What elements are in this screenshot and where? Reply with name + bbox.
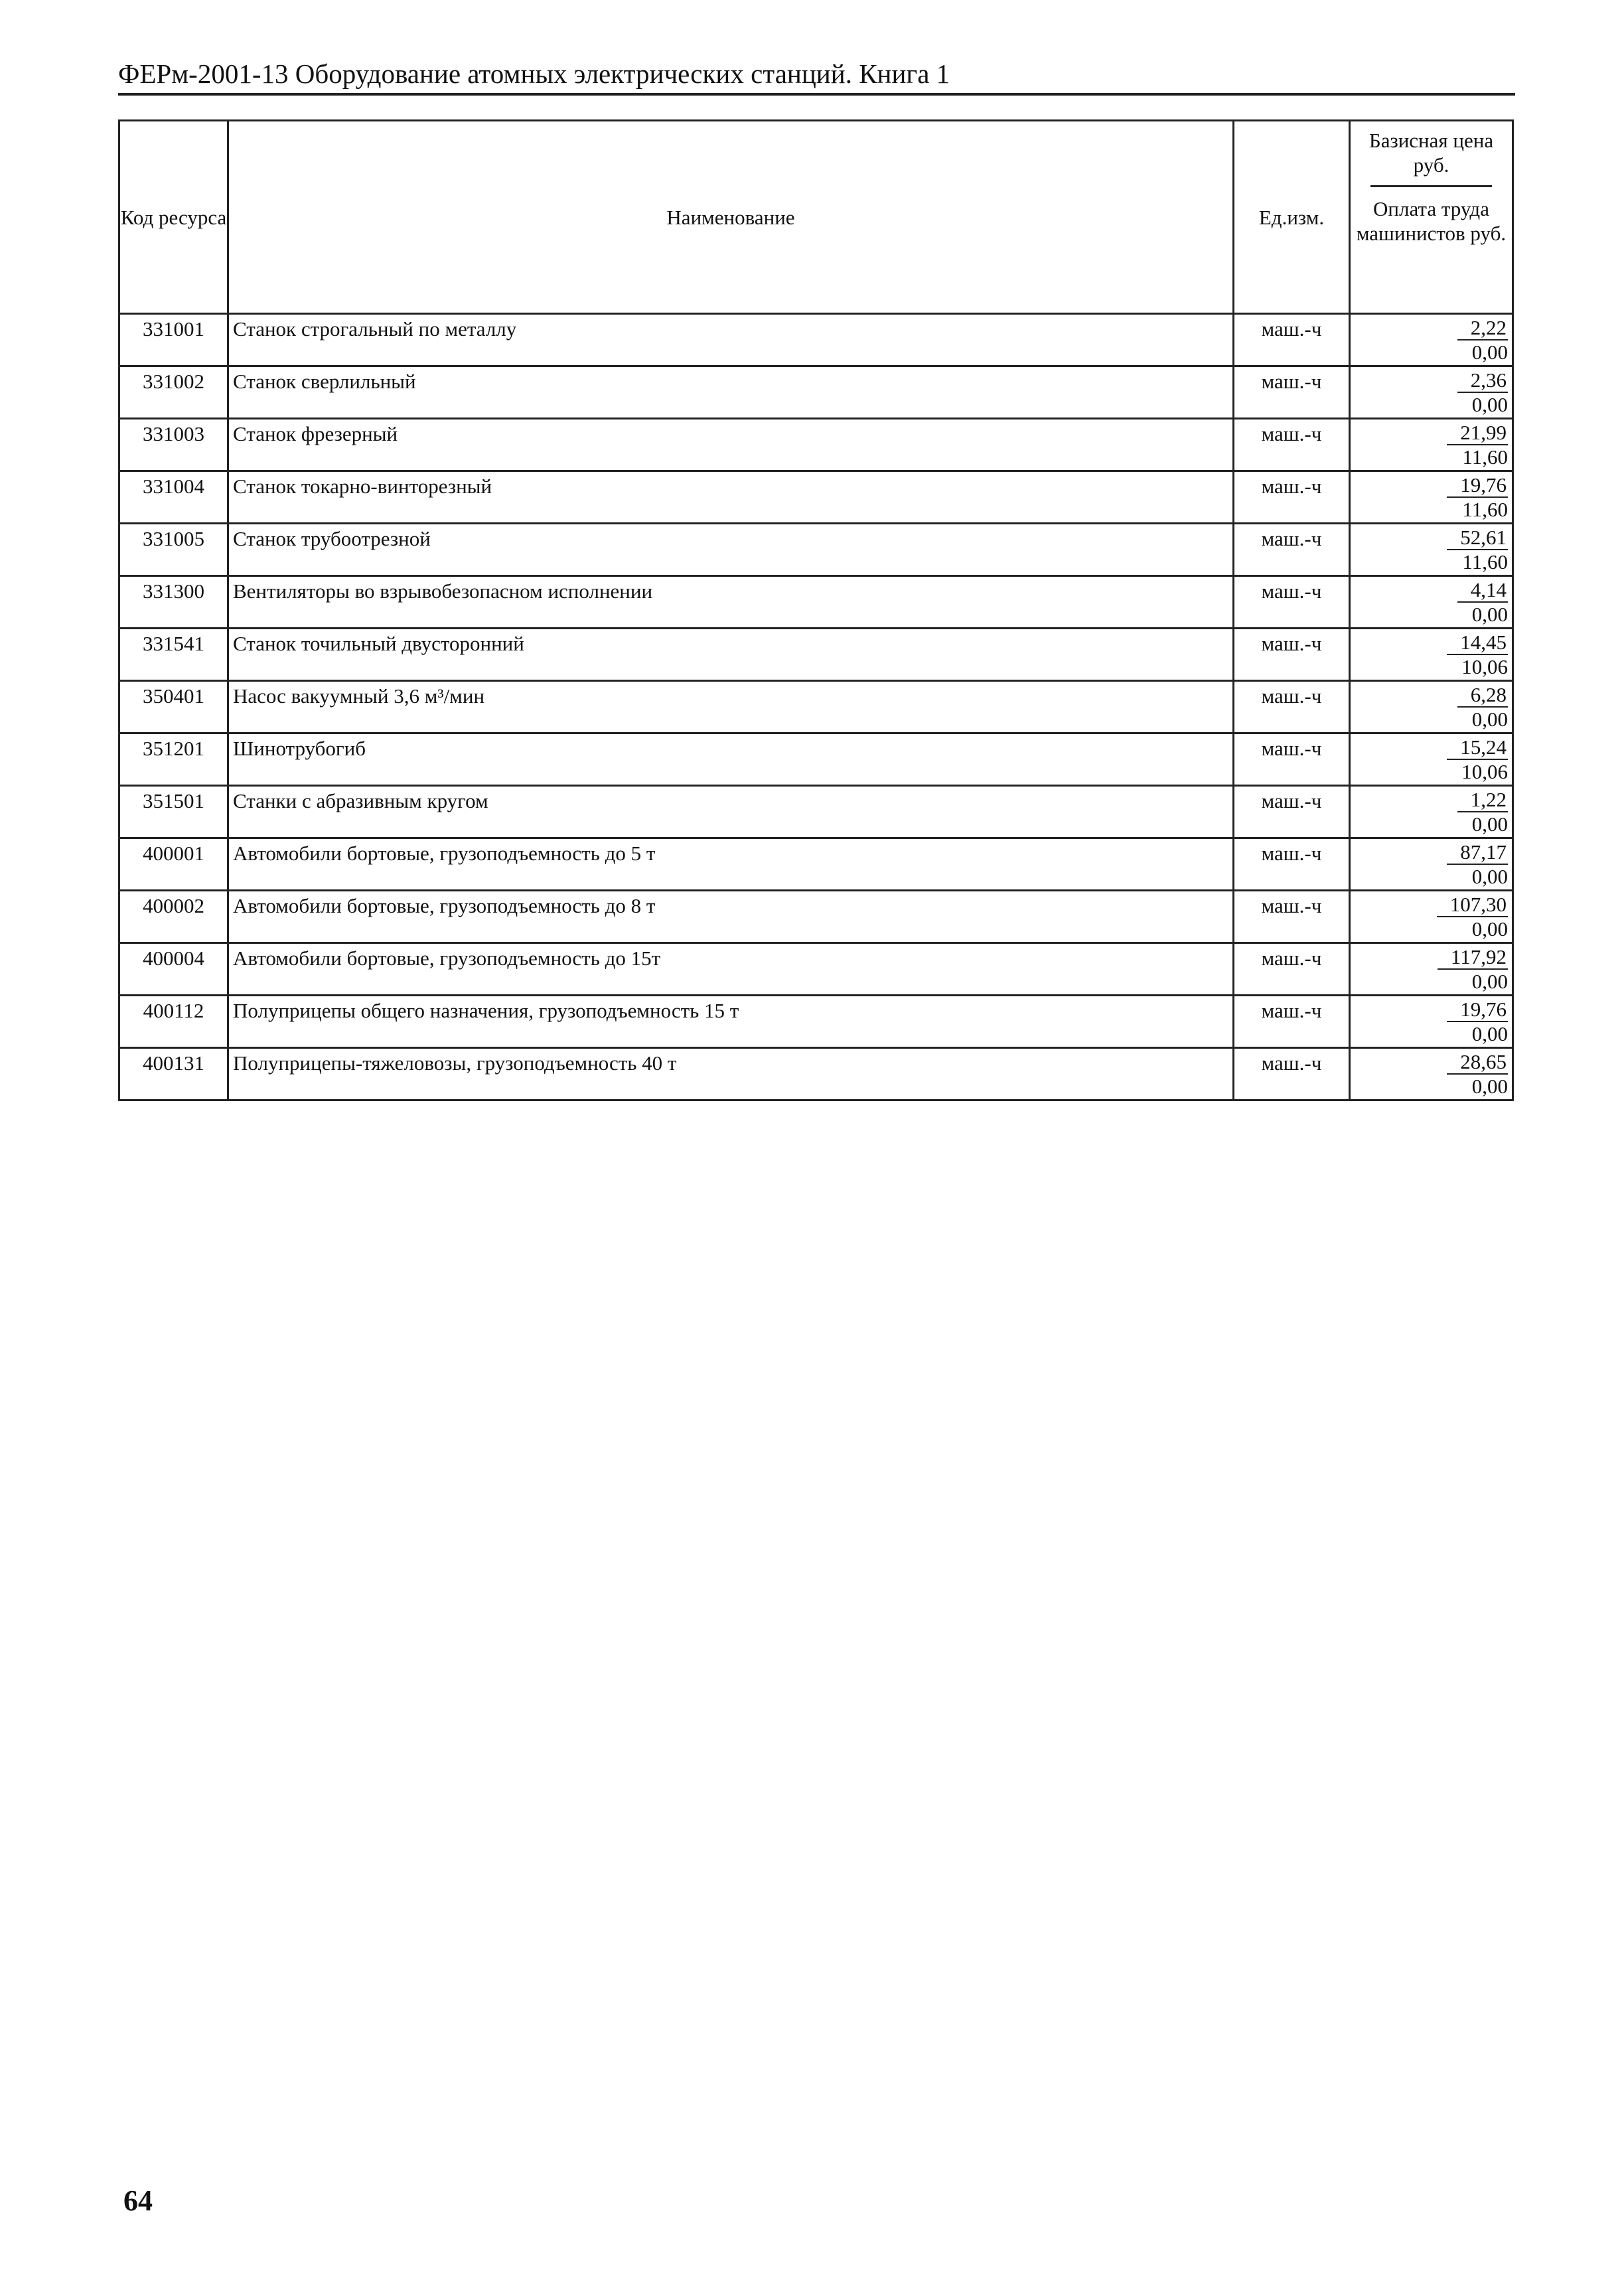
table-header-row — [119, 121, 1513, 314]
resource-name: Вентиляторы во взрывобезопасном исполнении — [228, 576, 1234, 629]
base-price: 2,36 — [1457, 369, 1508, 393]
base-price: 52,61 — [1447, 526, 1508, 550]
resource-price — [1350, 786, 1513, 838]
resource-unit: маш.-ч — [1234, 524, 1350, 576]
operator-wage: 0,00 — [1471, 865, 1508, 888]
operator-wage: 0,00 — [1471, 1075, 1508, 1098]
operator-wage: 10,06 — [1461, 655, 1508, 678]
resource-price — [1350, 419, 1513, 471]
resource-code: 331003 — [119, 419, 228, 471]
resource-name: Станок точильный двусторонний — [228, 629, 1234, 681]
resource-name: Автомобили бортовые, грузоподъемность до 8 т — [228, 891, 1234, 943]
operator-wage: 0,00 — [1471, 708, 1508, 731]
col-header-unit: Ед.изм. — [1234, 121, 1350, 314]
operator-wage: 0,00 — [1471, 341, 1508, 364]
operator-wage: 0,00 — [1471, 917, 1508, 941]
resource-price — [1350, 524, 1513, 576]
operator-wage: 0,00 — [1471, 393, 1508, 416]
resource-code: 331004 — [119, 471, 228, 524]
resource-price — [1350, 733, 1513, 786]
resource-code: 331005 — [119, 524, 228, 576]
resource-price — [1350, 1048, 1513, 1100]
table-row — [119, 943, 1513, 996]
table-row — [119, 681, 1513, 733]
resource-unit: маш.-ч — [1234, 314, 1350, 366]
base-price: 117,92 — [1438, 946, 1508, 970]
resource-name: Станок токарно-винторезный — [228, 471, 1234, 524]
resource-price — [1350, 891, 1513, 943]
resource-name: Станки с абразивным кругом — [228, 786, 1234, 838]
resource-table — [118, 119, 1514, 1101]
table-row — [119, 419, 1513, 471]
table-row — [119, 629, 1513, 681]
resource-code: 400001 — [119, 838, 228, 891]
resource-unit: маш.-ч — [1234, 1048, 1350, 1100]
resource-price — [1350, 838, 1513, 891]
resource-unit: маш.-ч — [1234, 681, 1350, 733]
resource-unit: маш.-ч — [1234, 733, 1350, 786]
table-row — [119, 786, 1513, 838]
resource-code: 351501 — [119, 786, 228, 838]
resource-price — [1350, 314, 1513, 366]
operator-wage: 0,00 — [1471, 970, 1508, 993]
base-price: 28,65 — [1447, 1051, 1508, 1075]
base-price: 6,28 — [1457, 684, 1508, 708]
resource-name: Автомобили бортовые, грузоподъемность до 15т — [228, 943, 1234, 996]
base-price: 2,22 — [1457, 317, 1508, 341]
header-rule — [118, 93, 1515, 96]
resource-code: 400112 — [119, 996, 228, 1048]
resource-name: Станок трубоотрезной — [228, 524, 1234, 576]
resource-name: Полуприцепы общего назначения, грузоподъемность 15 т — [228, 996, 1234, 1048]
page-header-title: ФЕРм-2001-13 Оборудование атомных электрических станций. Книга 1 — [118, 58, 950, 89]
operator-wage: 11,60 — [1462, 498, 1508, 521]
resource-code: 331002 — [119, 366, 228, 419]
resource-price — [1350, 471, 1513, 524]
table-row — [119, 314, 1513, 366]
table-row — [119, 576, 1513, 629]
resource-unit: маш.-ч — [1234, 419, 1350, 471]
resource-unit: маш.-ч — [1234, 838, 1350, 891]
resource-unit: маш.-ч — [1234, 786, 1350, 838]
resource-name: Шинотрубогиб — [228, 733, 1234, 786]
resource-unit: маш.-ч — [1234, 629, 1350, 681]
resource-code: 351201 — [119, 733, 228, 786]
resource-price — [1350, 996, 1513, 1048]
col-header-price-base: Базисная цена руб. — [1368, 129, 1494, 177]
col-header-price-divider — [1370, 185, 1492, 187]
base-price: 19,76 — [1447, 474, 1508, 498]
resource-name: Автомобили бортовые, грузоподъемность до 5 т — [228, 838, 1234, 891]
resource-unit: маш.-ч — [1234, 366, 1350, 419]
table-row — [119, 366, 1513, 419]
col-header-price — [1350, 121, 1513, 314]
table-row — [119, 471, 1513, 524]
base-price: 107,30 — [1437, 893, 1508, 917]
resource-price — [1350, 681, 1513, 733]
resource-name: Полуприцепы-тяжеловозы, грузоподъемность 40 т — [228, 1048, 1234, 1100]
col-header-name: Наименование — [228, 121, 1234, 314]
resource-name: Станок строгальный по металлу — [228, 314, 1234, 366]
resource-code: 350401 — [119, 681, 228, 733]
operator-wage: 11,60 — [1462, 445, 1508, 469]
base-price: 21,99 — [1447, 421, 1508, 445]
table-row — [119, 1048, 1513, 1100]
resource-code: 331300 — [119, 576, 228, 629]
base-price: 19,76 — [1447, 998, 1508, 1022]
resource-price — [1350, 943, 1513, 996]
operator-wage: 0,00 — [1471, 603, 1508, 626]
resource-code: 400002 — [119, 891, 228, 943]
table-row — [119, 891, 1513, 943]
resource-name: Насос вакуумный 3,6 м³/мин — [228, 681, 1234, 733]
table-row — [119, 733, 1513, 786]
resource-unit: маш.-ч — [1234, 891, 1350, 943]
base-price: 15,24 — [1447, 736, 1508, 760]
table-row — [119, 524, 1513, 576]
operator-wage: 0,00 — [1471, 812, 1508, 836]
col-header-code: Код ресурса — [119, 121, 228, 314]
operator-wage: 10,06 — [1461, 760, 1508, 783]
base-price: 14,45 — [1447, 631, 1508, 655]
resource-price — [1350, 366, 1513, 419]
col-header-price-wage: Оплата труда машинистов руб. — [1356, 197, 1507, 245]
resource-unit: маш.-ч — [1234, 943, 1350, 996]
resource-name: Станок фрезерный — [228, 419, 1234, 471]
resource-code: 400131 — [119, 1048, 228, 1100]
table-row — [119, 838, 1513, 891]
resource-code: 331541 — [119, 629, 228, 681]
base-price: 87,17 — [1447, 841, 1508, 865]
resource-unit: маш.-ч — [1234, 996, 1350, 1048]
resource-unit: маш.-ч — [1234, 471, 1350, 524]
page-number: 64 — [123, 2184, 153, 2217]
resource-code: 400004 — [119, 943, 228, 996]
base-price: 4,14 — [1457, 579, 1508, 603]
resource-name: Станок сверлильный — [228, 366, 1234, 419]
resource-unit: маш.-ч — [1234, 576, 1350, 629]
operator-wage: 11,60 — [1462, 550, 1508, 573]
resource-price — [1350, 629, 1513, 681]
resource-code: 331001 — [119, 314, 228, 366]
base-price: 1,22 — [1457, 789, 1508, 812]
table-row — [119, 996, 1513, 1048]
resource-price — [1350, 576, 1513, 629]
operator-wage: 0,00 — [1471, 1022, 1508, 1045]
